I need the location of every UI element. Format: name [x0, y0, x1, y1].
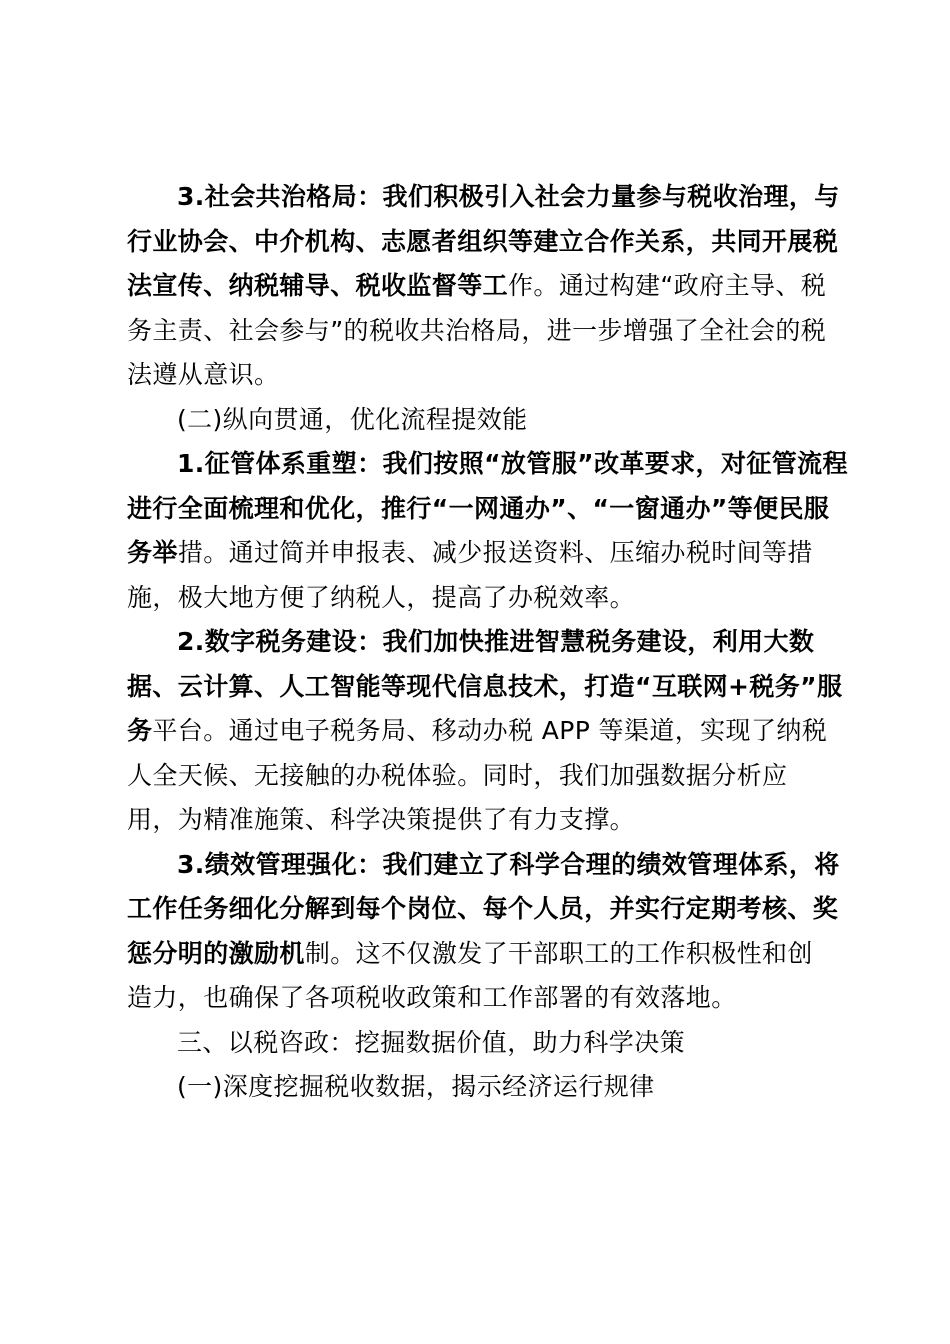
- section-heading: (二)纵向贯通，优化流程提效能: [177, 405, 528, 434]
- text-line: 用，为精准施策、科学决策提供了有力支撑。: [127, 805, 636, 834]
- text-line: 行业协会、中介机构、志愿者组织等建立合作关系，共同开展税: [127, 227, 839, 256]
- text-line: 3.绩效管理强化：我们建立了科学合理的绩效管理体系，将: [177, 850, 840, 879]
- text-line: 人全天候、无接触的办税体验。同时，我们加强数据分析应: [127, 761, 788, 790]
- text-line: 3.社会共治格局：我们积极引入社会力量参与税收治理，与: [177, 182, 840, 211]
- text-line: 务举措。通过简并申报表、减少报送资料、压缩办税时间等措: [127, 538, 813, 567]
- text-line: 务平台。通过电子税务局、移动办税 APP 等渠道，实现了纳税: [127, 716, 828, 745]
- text-line: 据、云计算、人工智能等现代信息技术，打造“互联网+税务”服: [127, 672, 843, 701]
- text-line: 进行全面梳理和优化，推行“一网通办”、“一窗通办”等便民服: [127, 494, 830, 523]
- text-line: 惩分明的激励机制。这不仅激发了干部职工的工作积极性和创: [127, 939, 813, 968]
- text-line: 法遵从意识。: [127, 360, 280, 389]
- section-heading: 三、以税咨政：挖掘数据价值，助力科学决策: [177, 1028, 686, 1057]
- section-heading: (一)深度挖掘税收数据，揭示经济运行规律: [177, 1072, 655, 1101]
- text-line: 施，极大地方便了纳税人，提高了办税效率。: [127, 583, 636, 612]
- text-line: 工作任务细化分解到每个岗位、每个人员，并实行定期考核、奖: [127, 894, 839, 923]
- text-line: 务主责、社会参与”的税收共治格局，进一步增强了全社会的税: [127, 316, 827, 345]
- text-line: 1.征管体系重塑：我们按照“放管服”改革要求，对征管流程: [177, 449, 848, 478]
- text-line: 2.数字税务建设：我们加快推进智慧税务建设，利用大数: [177, 627, 815, 656]
- text-line: 法宣传、纳税辅导、税收监督等工作。通过构建“政府主导、税: [127, 271, 827, 300]
- text-line: 造力，也确保了各项税收政策和工作部署的有效落地。: [127, 983, 737, 1012]
